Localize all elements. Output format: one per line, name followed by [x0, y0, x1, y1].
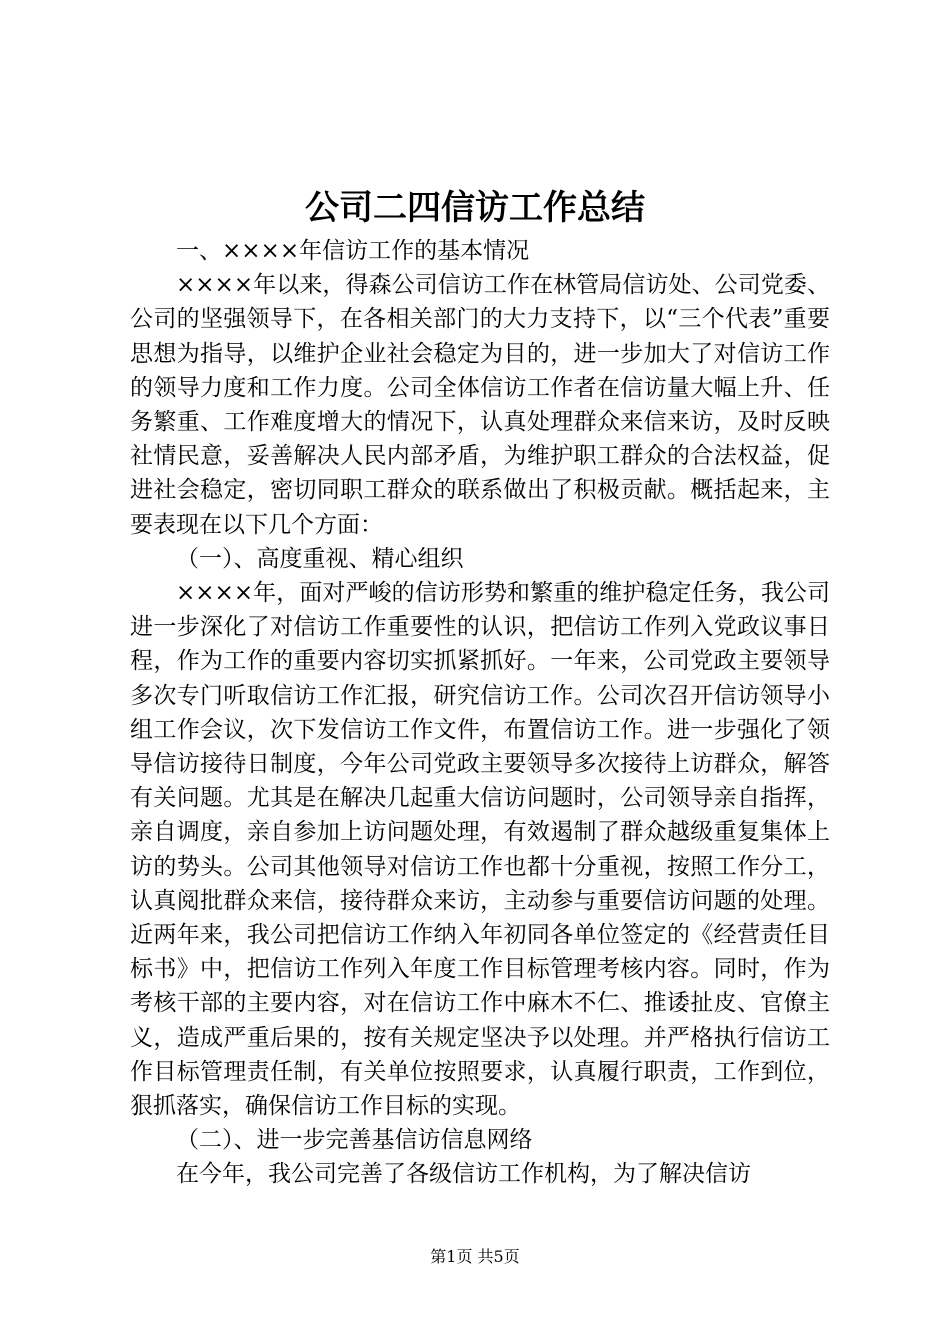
document-title: 公司二四信访工作总结 [305, 188, 645, 228]
section-heading-1: 一、××××年信访工作的基本情况 [176, 238, 530, 264]
document-body [130, 234, 830, 1192]
page-number-footer: 第1页 共5页 [430, 1247, 520, 1266]
paragraph-organization: ××××年，面对严峻的信访形势和繁重的维护稳定任务，我公司进一步深化了对信访工作重要性的认识，把信访工作列入党政议事日程，作为工作的重要内容切实抓紧抓好。一年来，公司党政主要领导多次专门听取信访工作汇报，研究信访工作。公司次召开信访领导小组工作会议，次下发信访工作文件，布置信访工作。进一步强化了领导信访接待日制度，今年公司党政主要领导多次接待上访群众，解答有关问题。尤其是在解决几起重大信访问题时，公司领导亲自指挥，亲自调度，亲自参加上访问题处理，有效遏制了群众越级重复集体上访的势头。公司其他领导对信访工作也都十分重视，按照工作分工，认真阅批群众来信，接待群众来访，主动参与重要信访问题的处理。近两年来，我公司把信访工作纳入年初同各单位签定的《经营责任目标书》中，把信访工作列入年度工作目标管理考核内容。同时，作为考核干部的主要内容，对在信访工作中麻木不仁、推诿扯皮、官僚主义，造成严重后果的，按有关规定坚决予以处理。并严格执行信访工作目标管理责任制，有关单位按照要求，认真履行职责，工作到位，狠抓落实，确保信访工作目标的实现。 [130, 580, 830, 1120]
paragraph-intro: ××××年以来，得森公司信访工作在林管局信访处、公司党委、公司的坚强领导下，在各相关部门的大力支持下，以“三个代表”重要思想为指导，以维护企业社会稳定为目的，进一步加大了对信访工作的领导力度和工作力度。公司全体信访工作者在信访量大幅上升、任务繁重、工作难度增大的情况下，认真处理群众来信来访，及时反映社情民意，妥善解决人民内部矛盾，为维护职工群众的合法权益，促进社会稳定，密切同职工群众的联系做出了积极贡献。概括起来，主要表现在以下几个方面： [130, 272, 830, 538]
paragraph-network: 在今年，我公司完善了各级信访工作机构，为了解决信访 [176, 1161, 751, 1188]
section-heading-2: （一）、高度重视、精心组织 [176, 545, 464, 572]
section-heading-3: （二）、进一步完善基信访信息网络 [176, 1127, 533, 1154]
